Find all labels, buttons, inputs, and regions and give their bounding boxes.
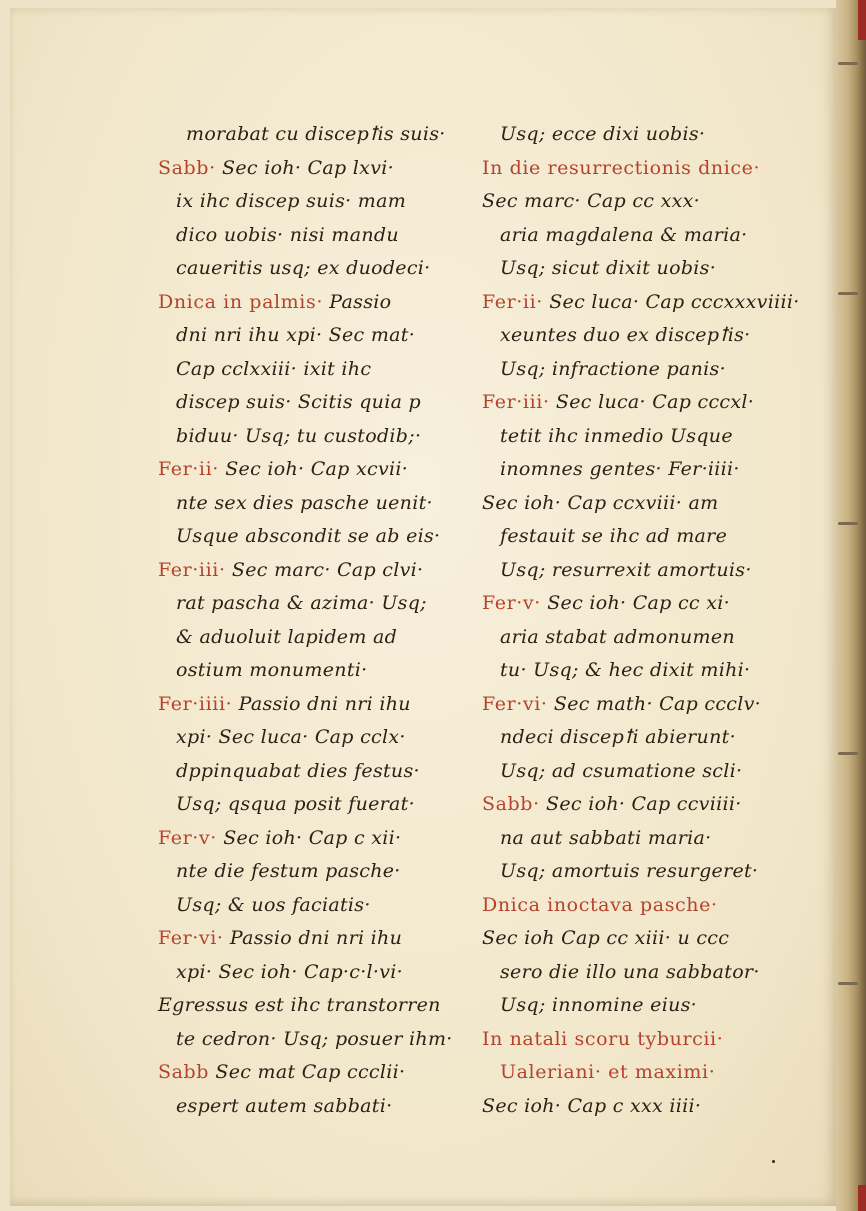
rubric-heading: Fer·vi· <box>482 692 548 715</box>
rubric-heading: Fer·ii· <box>482 290 543 313</box>
text-line <box>482 956 822 990</box>
text-line <box>482 118 822 152</box>
line-text: Sec ioh· Cap c xxx iiii· <box>482 1094 702 1117</box>
rubric-heading: Fer·v· <box>158 826 217 849</box>
line-text: inomnes gentes· Fer·iiii· <box>500 458 740 480</box>
text-line <box>158 889 468 923</box>
rubric-heading: Fer·iiii· <box>158 692 233 715</box>
ink-dot <box>772 1160 775 1163</box>
text-line <box>158 755 468 789</box>
line-text: dni nri ihu xpi· Sec mat· <box>176 324 416 346</box>
text-line <box>158 1023 468 1057</box>
text-line <box>482 989 822 1023</box>
text-line <box>482 889 822 923</box>
rubric-heading: Dnica inoctava pasche· <box>482 893 718 916</box>
rubric-heading: Sabb· <box>158 156 216 179</box>
line-text: biduu· Usq; tu custodib;· <box>176 424 422 447</box>
line-text: Sec marc· Cap cc xxx· <box>482 190 700 212</box>
line-text: Sec marc· Cap clvi· <box>225 558 424 581</box>
text-line <box>158 989 468 1023</box>
line-text: sero die illo una sabbator· <box>500 960 760 983</box>
text-line <box>482 922 822 956</box>
line-text: Passio dni nri ihu <box>223 927 403 949</box>
text-line <box>158 520 468 554</box>
text-line <box>158 118 468 152</box>
rubric-heading: Ualeriani· et maximi· <box>500 1061 716 1083</box>
line-text: Usq; innomine eius· <box>500 994 698 1016</box>
line-text: Sec ioh· Cap xcvii· <box>218 458 409 480</box>
text-line <box>158 185 468 219</box>
binding-stitch <box>838 752 858 755</box>
text-line <box>482 353 822 387</box>
line-text: Sec ioh· Cap ccxviii· am <box>482 491 719 514</box>
rubric-heading: Dnica in palmis· <box>158 290 323 313</box>
text-line <box>158 286 468 320</box>
text-line <box>482 520 822 554</box>
text-line <box>158 1090 468 1124</box>
line-text: aria stabat admonumen <box>500 625 735 648</box>
text-line <box>158 252 468 286</box>
line-text: ix ihc discep suis· mam <box>176 190 407 212</box>
text-line <box>482 788 822 822</box>
line-text: xpi· Sec ioh· Cap·c·l·vi· <box>176 960 404 983</box>
line-text: Egressus est ihc transtorren <box>158 994 441 1016</box>
line-text: dico uobis· nisi mandu <box>176 223 399 246</box>
line-text: Usq; ecce dixi uobis· <box>500 123 706 145</box>
line-text: Sec luca· Cap cccxl· <box>549 391 755 413</box>
line-text: xeuntes duo ex discepꝉis· <box>500 324 751 346</box>
line-text: Sec ioh· Cap lxvi· <box>215 156 394 179</box>
text-line <box>482 621 822 655</box>
line-text: Sec math· Cap ccclv· <box>547 692 761 715</box>
rubric-heading: Fer·ii· <box>158 458 219 480</box>
book-gutter <box>836 0 866 1211</box>
text-line <box>158 721 468 755</box>
line-text: Sec luca· Cap cccxxxviiii· <box>542 290 800 313</box>
left-text-column <box>158 118 468 1123</box>
line-text: Sec ioh· Cap c xii· <box>216 826 402 849</box>
text-line <box>158 855 468 889</box>
text-line <box>158 453 468 487</box>
line-text: Sec ioh· Cap cc xi· <box>540 592 730 614</box>
line-text: Usq; infractione panis· <box>500 357 726 380</box>
line-text: nte sex dies pasche uenit· <box>176 491 433 514</box>
text-line <box>158 654 468 688</box>
text-line <box>482 185 822 219</box>
rubric-heading: Fer·iii· <box>158 558 226 581</box>
line-text: caueritis usq; ex duodeci· <box>176 257 431 279</box>
line-text: nte die festum pasche· <box>176 860 401 882</box>
line-text: Usq; amortuis resurgeret· <box>500 860 759 882</box>
text-line <box>158 788 468 822</box>
text-line <box>482 855 822 889</box>
line-text: ostium monumenti· <box>176 659 368 681</box>
text-line <box>482 219 822 253</box>
text-line <box>482 554 822 588</box>
text-line <box>158 922 468 956</box>
text-line <box>158 152 468 186</box>
text-line <box>482 1090 822 1124</box>
line-text: Sec mat Cap ccclii· <box>209 1061 406 1083</box>
line-text: na aut sabbati maria· <box>500 826 712 849</box>
rubric-heading: Fer·iii· <box>482 391 550 413</box>
text-line <box>482 755 822 789</box>
text-line <box>158 822 468 856</box>
line-text: te cedron· Usq; posuer ihm· <box>176 1027 453 1050</box>
line-text: aria magdalena & maria· <box>500 223 748 246</box>
line-text: Sec ioh Cap cc xiii· u ccc <box>482 927 730 949</box>
rubric-heading: In natali scoru tyburcii· <box>482 1027 724 1050</box>
text-line <box>482 1056 822 1090</box>
line-text: Usq; & uos faciatis· <box>176 893 371 916</box>
text-line <box>158 1056 468 1090</box>
rubric-heading: In die resurrectionis dnice· <box>482 156 761 179</box>
text-line <box>482 286 822 320</box>
rubric-heading: Fer·vi· <box>158 927 224 949</box>
binding-stitch <box>838 982 858 985</box>
line-text: dppinquabat dies festus· <box>176 759 420 782</box>
line-text: ndeci discepꝉi abierunt· <box>500 726 736 748</box>
text-line <box>158 219 468 253</box>
binding-stitch <box>838 292 858 295</box>
text-line <box>482 654 822 688</box>
text-line <box>158 386 468 420</box>
text-line <box>482 688 822 722</box>
line-text: Usque abscondit se ab eis· <box>176 525 441 547</box>
line-text: rat pascha & azima· Usq; <box>176 592 427 614</box>
text-line <box>158 487 468 521</box>
text-line <box>482 420 822 454</box>
line-text: Cap cclxxiii· ixit ihc <box>176 357 372 380</box>
line-text: xpi· Sec luca· Cap cclx· <box>176 726 406 748</box>
line-text: & aduoluit lapidem ad <box>176 625 398 648</box>
text-line <box>482 319 822 353</box>
page-edge-top <box>858 0 866 40</box>
line-text: espert autem sabbati· <box>176 1094 393 1117</box>
right-text-column <box>482 118 822 1123</box>
line-text: Usq; sicut dixit uobis· <box>500 257 717 279</box>
text-line <box>482 453 822 487</box>
line-text: Usq; qsqua posit fuerat· <box>176 793 415 815</box>
line-text: Usq; ad csumatione scli· <box>500 759 743 782</box>
page-edge-bottom <box>858 1185 866 1211</box>
text-line <box>158 956 468 990</box>
rubric-heading: Fer·v· <box>482 592 541 614</box>
line-text: discep suis· Scitis quia p <box>176 391 422 413</box>
binding-stitch <box>838 62 858 65</box>
text-line <box>158 688 468 722</box>
rubric-heading: Sabb· <box>482 793 540 815</box>
text-line <box>482 822 822 856</box>
line-text: Passio dni nri ihu <box>232 692 411 715</box>
text-line <box>158 319 468 353</box>
text-line <box>482 587 822 621</box>
text-line <box>482 1023 822 1057</box>
text-line <box>158 554 468 588</box>
line-text: festauit se ihc ad mare <box>500 525 728 547</box>
text-line <box>482 386 822 420</box>
text-line <box>482 152 822 186</box>
line-text: Passio <box>322 290 392 313</box>
text-line <box>482 252 822 286</box>
line-text: morabat cu discepꝉis suis· <box>186 123 446 145</box>
binding-stitch <box>838 522 858 525</box>
text-line <box>158 420 468 454</box>
line-text: tu· Usq; & hec dixit mihi· <box>500 659 751 681</box>
text-line <box>158 587 468 621</box>
text-line <box>482 721 822 755</box>
line-text: Sec ioh· Cap ccviiii· <box>539 793 742 815</box>
text-line <box>158 621 468 655</box>
text-line <box>158 353 468 387</box>
text-line <box>482 487 822 521</box>
line-text: tetit ihc inmedio Usque <box>500 424 733 447</box>
line-text: Usq; resurrexit amortuis· <box>500 558 752 581</box>
rubric-heading: Sabb <box>158 1061 210 1083</box>
